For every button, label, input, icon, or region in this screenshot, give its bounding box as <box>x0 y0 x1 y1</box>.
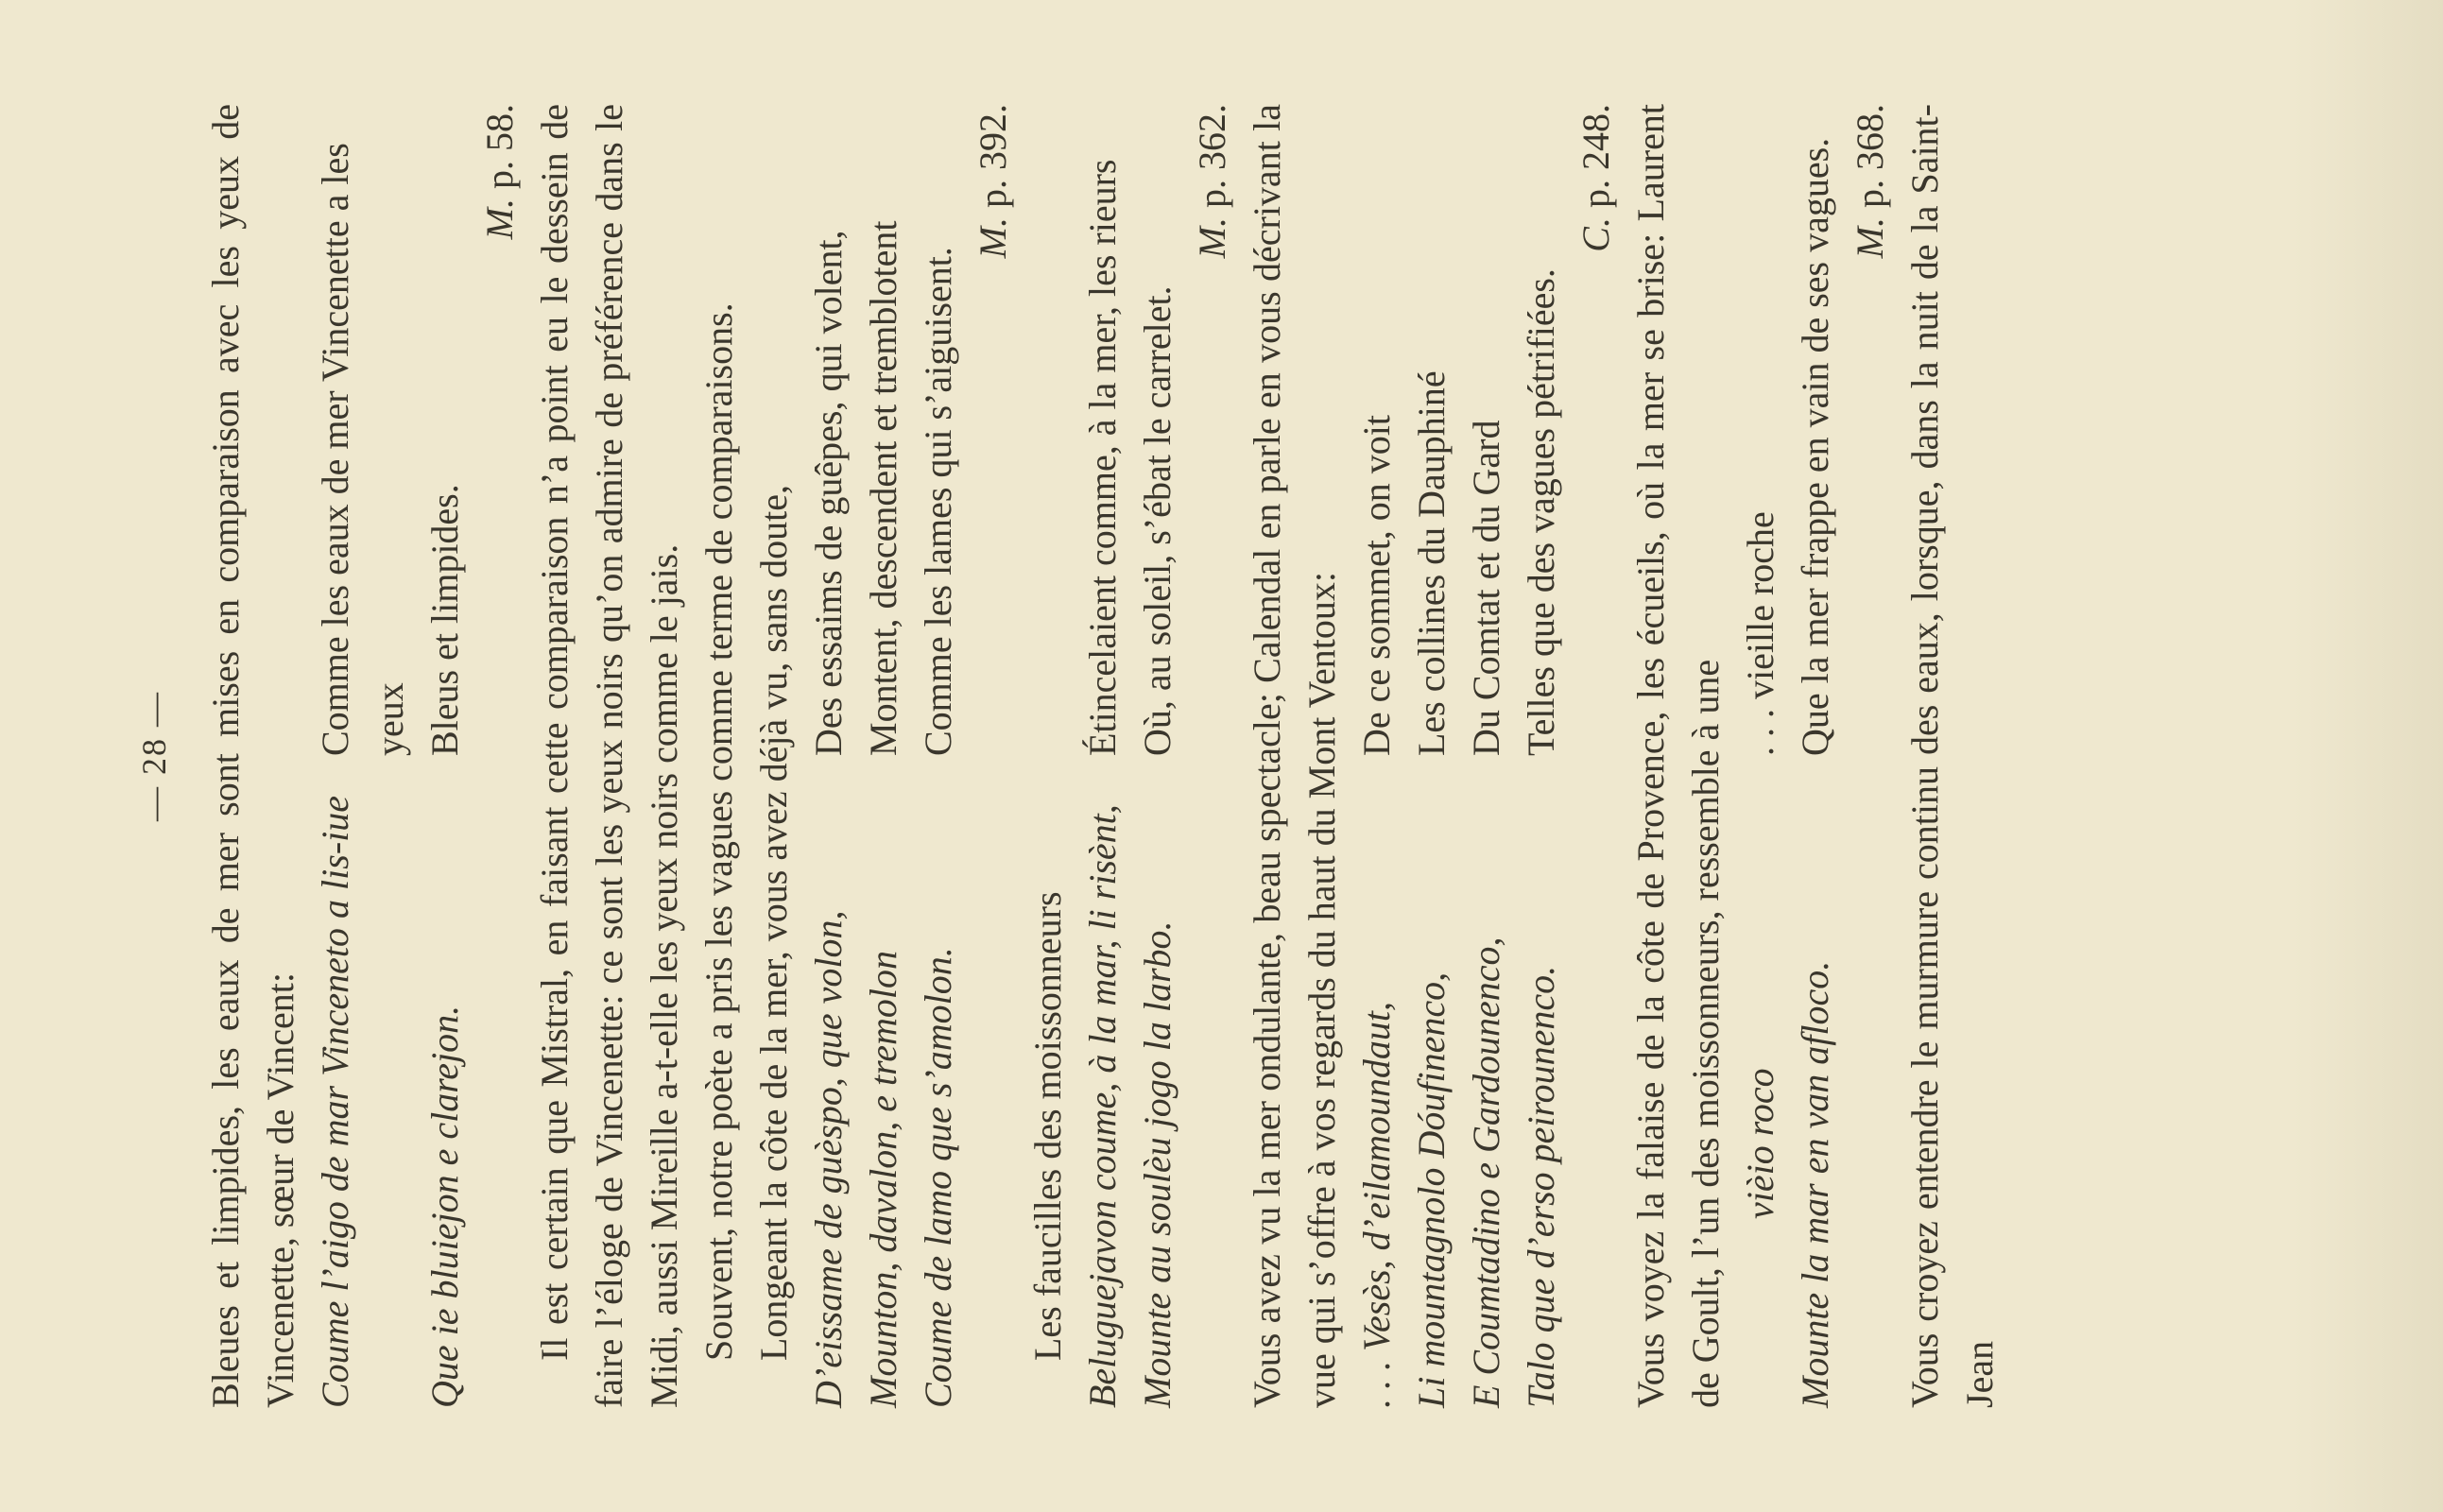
verse-provencal: . . . Vesès, d’eilamoundaut, <box>1355 1002 1398 1408</box>
citation-page: p. 392. <box>972 104 1014 208</box>
verse-provencal: Li mountagnolo Dóufinenco, <box>1410 971 1453 1408</box>
citation-page: p. 58. <box>478 104 521 189</box>
verse-french: Comme les lames qui s’aiguisent. <box>917 247 959 756</box>
verse-french: De ce sommet, on voit <box>1355 414 1398 756</box>
verse-french: Bleus et limpides. <box>423 484 466 756</box>
paragraph-saint-jean: Vous croyez entendre le murmure continu des eaux, lorsque, dans la nuit de la Saint-Jean <box>1903 104 2001 1408</box>
verse-line <box>1788 104 1843 1408</box>
verse-line <box>418 104 473 1408</box>
verse-french: Étincelaient comme, à la mer, les rieurs <box>1081 159 1124 756</box>
verse-provencal: Coume l’aigo de mar Vinceneto a lis-iue <box>314 795 356 1408</box>
paragraph-falaise: Vous voyez la falaise de la côte de Provence, les écueils, où la mer se brise: Laurent de Goult, l’un des moissonneurs, ressemble à une <box>1629 104 1727 1408</box>
citation-reference <box>966 104 1021 1408</box>
paragraph-vagues: Souvent, notre poète a pris les vagues comme terme de comparaisons. <box>697 302 740 1361</box>
page-content <box>77 66 2365 1446</box>
citation-page: p. 368. <box>1849 104 1891 208</box>
verse-french: Telles que des vagues pétrifiées. <box>1520 268 1562 756</box>
page-number: — 28 — <box>135 691 173 821</box>
verse-line <box>1514 104 1569 1408</box>
paragraph-faucilles: Les faucilles des moissonneurs <box>1026 891 1069 1361</box>
verse-line <box>911 104 966 1408</box>
verse-provencal: Beluguejavon coume, à la mar, li risènt, <box>1081 804 1124 1408</box>
verse-provencal: E Coumtadino e Gardounenco, <box>1465 936 1507 1408</box>
verse-french: Montent, descendent et tremblotent <box>862 220 904 756</box>
verse-french: Que la mer frappe en vain de ses vagues. <box>1794 137 1836 756</box>
citation-reference <box>1185 104 1240 1408</box>
paragraph-mistral: Il est certain que Mistral, en faisant cette comparaison n’a point eu le dessein de faire l’éloge de Vincenette: ce sont les yeux noirs qu’on admire de préférence dans le Midi, aussi Mireille a-t-elle les yeux noirs comme le jais. <box>533 104 685 1408</box>
verse-provencal: Mounte au soulèu jogo la larbo. <box>1136 920 1178 1408</box>
verse-line <box>856 104 911 1408</box>
citation-page: p. 248. <box>1574 104 1617 208</box>
paragraph-cote: Longeant la côte de la mer, vous avez déjà vu, sans doute, <box>752 485 795 1361</box>
paragraph-ventoux: Vous avez vu la mer ondulante, beau spectacle; Calendal en parle en vous décrivant la vue qui s’offre à vos regards du haut du Mont Ventoux: <box>1246 104 1343 1408</box>
verse-provencal: Talo que d’erso peirounenco. <box>1520 965 1562 1408</box>
citation-book: M. <box>1849 217 1891 259</box>
citation-reference <box>473 104 527 1408</box>
citation-reference <box>1843 104 1898 1408</box>
citation-reference <box>1569 104 1624 1408</box>
citation-page: p. 362. <box>1191 104 1233 208</box>
verse-line <box>801 104 856 1408</box>
verse-french: Comme les eaux de mer Vincenette a les yeux <box>314 143 411 756</box>
citation-book: C. <box>1574 217 1617 252</box>
paragraph-intro: Bleues et limpides, les eaux de mer sont mises en comparaison avec les yeux de Vincenette, sœur de Vincent: <box>204 104 301 1408</box>
verse-line <box>1459 104 1514 1408</box>
verse-line <box>1075 104 1130 1408</box>
verse-line <box>308 104 418 1408</box>
verse-french: Du Comtat et du Gard <box>1465 420 1507 756</box>
citation-book: M. <box>1191 217 1233 259</box>
verse-line <box>1130 104 1185 1408</box>
verse-provencal: Que ie bluiejon e clarejon. <box>423 1005 466 1408</box>
verse-provencal: vièio roco <box>1739 1068 1781 1219</box>
verse-provencal: Coume de lamo que s’amolon. <box>917 947 959 1408</box>
verse-provencal: D’eissame de guèspo, que volon, <box>807 910 850 1408</box>
verse-line <box>1350 104 1404 1408</box>
verse-line <box>1404 104 1459 1408</box>
verse-french: . . . vieille roche <box>1739 511 1781 756</box>
verse-french: Les collines du Dauphiné <box>1410 370 1453 756</box>
citation-book: M. <box>972 217 1014 259</box>
verse-provencal: Mounte la mar en van afloco. <box>1794 960 1836 1408</box>
verse-line <box>1733 104 1788 1408</box>
verse-provencal: Mounton, davalon, e tremolon <box>862 950 904 1408</box>
verse-french: Où, au soleil, s’ébat le carrelet. <box>1136 285 1178 756</box>
citation-book: M. <box>478 198 521 240</box>
rotated-book-page <box>77 66 2365 1446</box>
verse-french: Des essaims de guêpes, qui volent, <box>807 230 850 756</box>
